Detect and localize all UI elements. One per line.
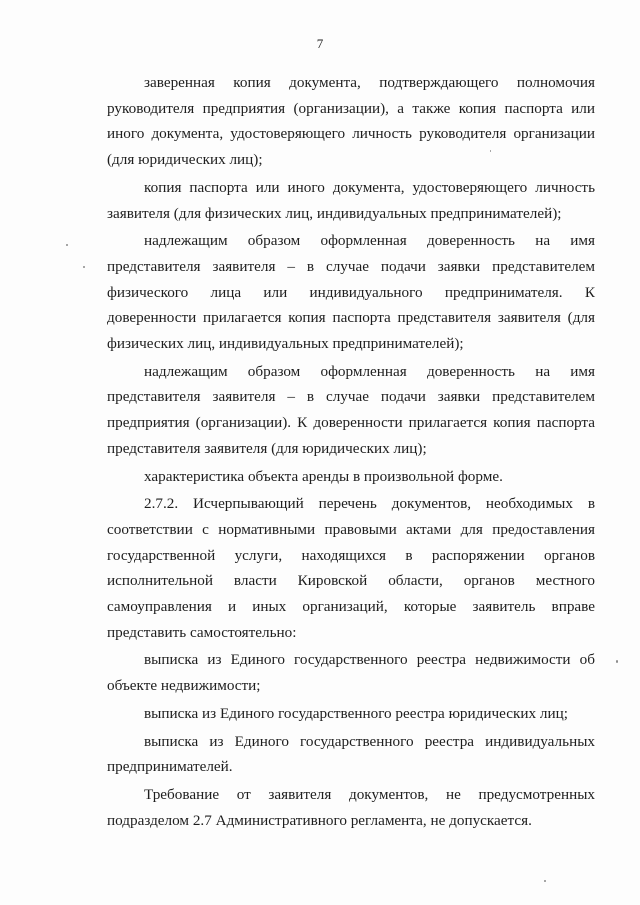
paragraph-legal-entities-extract: выписка из Единого государственного реестра юридических лиц;	[144, 704, 568, 722]
scan-speck	[83, 266, 85, 268]
paragraph-entrepreneurs-extract: выписка из Единого государственного реестра индивидуальных предпринимателей.	[107, 732, 595, 776]
paragraph-section-2-7-2: 2.7.2. Исчерпывающий перечень документов, необходимых в соответствии с нормативными правовыми актами для предоставления государственной услуги, находящихся в распоряжении органов исполнительной власти Кировской области, органов местного самоуправления и иных организаций, которые заявитель вправе представить самостоятельно:	[107, 495, 595, 641]
scan-speck	[66, 244, 68, 246]
scan-speck	[616, 660, 618, 663]
paragraph-passport-copy: копия паспорта или иного документа, удостоверяющего личность заявителя (для физических лиц, индивидуальных предпринимателей);	[107, 178, 595, 222]
paragraph-requirement: Требование от заявителя документов, не предусмотренных подразделом 2.7 Административного регламента, не допускается.	[107, 785, 595, 829]
scan-speck	[490, 150, 491, 152]
paragraph-real-estate-extract: выписка из Единого государственного реестра недвижимости об объекте недвижимости;	[107, 651, 595, 695]
paragraph-power-of-attorney-individual: надлежащим образом оформленная доверенность на имя представителя заявителя – в случае подачи заявки представителем физического лица или индивидуального предпринимателя. К доверенности прилагается копия паспорта представителя заявителя (для физических лиц, индивидуальных предпринимателей);	[107, 232, 595, 353]
page-number: 7	[316, 36, 324, 51]
scan-speck	[544, 880, 546, 882]
paragraph-certified-copy: заверенная копия документа, подтверждающего полномочия руководителя предприятия (организации), а также копия паспорта или иного документа, удостоверяющего личность руководителя организации (для юридических лиц);	[107, 74, 595, 169]
document-body	[107, 70, 595, 833]
paragraph-lease-object: характеристика объекта аренды в произвольной форме.	[144, 467, 503, 485]
paragraph-power-of-attorney-organization: надлежащим образом оформленная доверенность на имя представителя заявителя – в случае подачи заявки представителем предприятия (организации). К доверенности прилагается копия паспорта представителя заявителя (для юридических лиц);	[107, 362, 595, 457]
